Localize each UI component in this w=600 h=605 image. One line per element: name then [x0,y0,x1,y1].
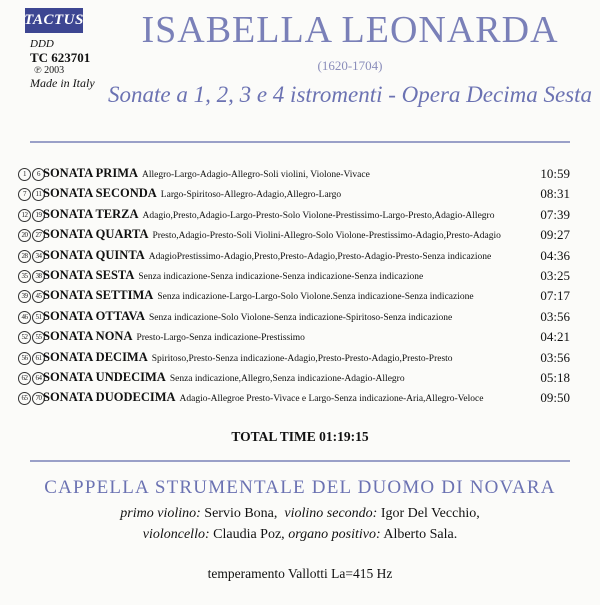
tuning-note: temperamento Vallotti La=415 Hz [207,566,393,581]
track-start-number: 39 [18,290,31,303]
sonata-name: SONATA QUINTA [43,247,145,262]
sonata-movements: Adagio-Allegroe Presto-Vivace e Largo-Senza indicazione-Aria,Allegro-Veloce [179,394,484,405]
track-row [18,390,578,410]
track-duration: 03:56 [540,349,570,365]
track-duration: 04:21 [540,329,570,345]
track-end-number: 38 [32,270,45,283]
sonata-title [43,370,405,385]
track-duration: 09:50 [540,390,570,406]
track-end-number: 11 [32,188,45,201]
track-start-number: 20 [18,229,31,242]
performer-credits [0,503,600,545]
divider-bottom [30,460,570,462]
sonata-movements: Largo-Spiritoso-Allegro-Adagio,Allegro-Largo [160,190,342,201]
track-numbers [18,372,46,385]
track-row [18,268,578,288]
track-start-number: 12 [18,209,31,222]
sonata-name: SONATA SECONDA [43,186,157,201]
track-numbers [18,270,46,283]
track-row [18,227,578,247]
sonata-movements: Senza indicazione-Senza indicazione-Senza indicazione-Senza indicazione [138,271,424,282]
track-start-number: 52 [18,331,31,344]
sonata-title [43,390,483,405]
track-end-number: 45 [32,290,45,303]
sonata-title [43,309,452,324]
track-duration: 03:25 [540,267,570,283]
sonata-movements: Senza indicazione-Solo Violone-Senza indicazione-Spiritoso-Senza indicazione [149,312,453,323]
track-duration: 08:31 [540,186,570,202]
track-end-number: 61 [32,352,45,365]
tactus-logo: TACTUS [25,8,83,33]
sonata-title [43,186,341,201]
track-start-number: 7 [18,188,31,201]
sonata-name: SONATA DUODECIMA [43,390,176,405]
track-start-number: 56 [18,352,31,365]
track-end-number: 64 [32,372,45,385]
track-numbers [18,168,46,181]
sonata-movements: Adagio,Presto,Adagio-Largo-Presto-Solo Violone-Prestissimo-Largo-Presto,Adagio-Allegro [142,210,495,221]
credits-line-1 [0,503,600,524]
work-subtitle: Sonate a 1, 2, 3 e 4 istromenti - Opera Decima Sesta [108,82,592,107]
track-numbers [18,250,46,263]
sonata-title [43,227,501,242]
sonata-name: SONATA PRIMA [43,166,139,180]
sonata-title [43,288,474,303]
name-organ: Alberto Sala. [380,527,458,542]
track-end-number: 6 [32,168,45,181]
sonata-movements: Senza indicazione-Largo-Largo-Solo Violone.Senza indicazione-Senza indicazione [157,292,474,303]
role-organ: organo positivo: [288,527,381,542]
composer-dates: (1620-1704) [317,58,383,73]
track-start-number: 28 [18,250,31,263]
track-row [18,288,578,308]
name-second-violin: Igor Del Vecchio, [377,506,480,521]
sonata-name: SONATA SESTA [43,267,135,282]
track-list [18,166,578,411]
track-row [18,248,578,268]
track-numbers [18,188,46,201]
track-duration: 09:27 [540,227,570,243]
sonata-movements: AdagioPrestissimo-Adagio,Presto,Presto-Adagio,Presto-Adagio-Presto-Senza indicazione [148,251,492,262]
sonata-movements: Presto,Adagio-Presto-Soli Violini-Allegro-Solo Violone-Prestissimo-Adagio,Presto-Adagio [152,231,501,242]
name-cello: Claudia Poz, [209,527,285,542]
track-row [18,350,578,370]
track-numbers [18,311,46,324]
track-numbers [18,392,46,405]
sonata-title [43,207,494,222]
copyright-year: ℗ 2003 [34,65,65,76]
role-cello: violoncello: [142,527,210,542]
made-in: Made in Italy [30,76,95,90]
track-start-number: 46 [18,311,31,324]
sonata-title [43,268,423,283]
sonata-movements: Senza indicazione,Allegro,Senza indicazione-Adagio-Allegro [169,373,405,384]
track-end-number: 51 [32,311,45,324]
track-row [18,166,578,186]
track-end-number: 70 [32,392,45,405]
role-second-violin: violino secondo: [284,506,378,521]
track-start-number: 35 [18,270,31,283]
track-row [18,370,578,390]
sonata-name: SONATA NONA [43,329,133,344]
track-row [18,207,578,227]
sonata-name: SONATA UNDECIMA [43,369,166,384]
sonata-name: SONATA SETTIMA [43,288,154,303]
divider-top [30,141,570,143]
track-start-number: 65 [18,392,31,405]
track-end-number: 55 [32,331,45,344]
credits-line-2 [0,524,600,545]
track-duration: 03:56 [540,308,570,324]
sonata-movements: Presto-Largo-Senza indicazione-Prestissimo [136,333,305,344]
ddd-label: DDD [30,38,54,50]
composer-title: ISABELLA LEONARDA [141,9,559,51]
sonata-name: SONATA TERZA [43,206,139,221]
catalog-number: TC 623701 [30,50,91,65]
track-duration: 05:18 [540,369,570,385]
track-row [18,186,578,206]
sonata-name: SONATA QUARTA [43,227,149,242]
sonata-title [43,248,491,263]
track-duration: 10:59 [540,166,570,181]
track-duration: 07:39 [540,206,570,222]
track-numbers [18,331,46,344]
track-duration: 07:17 [540,288,570,304]
sonata-title [43,166,370,181]
sonata-movements: Allegro-Largo-Adagio-Allegro-Soli violini, Violone-Vivace [142,170,370,180]
track-start-number: 62 [18,372,31,385]
catalog-block [30,38,110,90]
track-row [18,329,578,349]
total-time: TOTAL TIME 01:19:15 [231,429,369,444]
track-numbers [18,352,46,365]
sonata-name: SONATA OTTAVA [43,308,146,323]
sonata-movements: Spiritoso,Presto-Senza indicazione-Adagio,Presto-Presto-Adagio,Presto-Presto [151,353,453,364]
track-end-number: 19 [32,209,45,222]
track-start-number: 1 [18,168,31,181]
track-numbers [18,229,46,242]
track-numbers [18,290,46,303]
name-first-violin: Servio Bona, [200,506,278,521]
sonata-title [43,329,305,344]
track-end-number: 34 [32,250,45,263]
track-duration: 04:36 [540,247,570,263]
ensemble-name: CAPPELLA STRUMENTALE DEL DUOMO DI NOVARA [44,477,556,498]
sonata-name: SONATA DECIMA [43,349,148,364]
track-row [18,309,578,329]
role-first-violin: primo violino: [120,506,201,521]
track-numbers [18,209,46,222]
track-end-number: 27 [32,229,45,242]
sonata-title [43,350,453,365]
